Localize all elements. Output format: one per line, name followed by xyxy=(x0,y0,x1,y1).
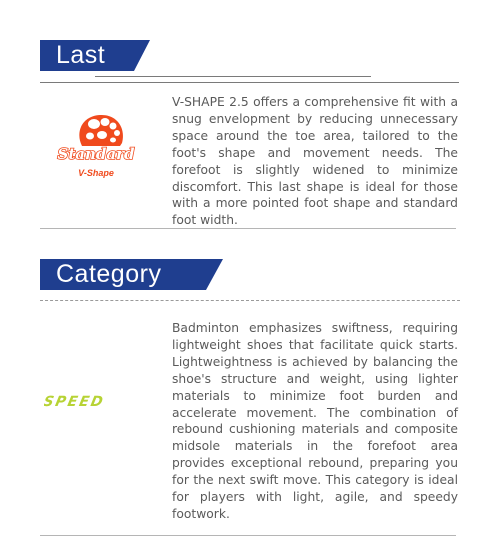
bottom-divider xyxy=(40,535,456,536)
speed-logo xyxy=(44,390,140,412)
heading-label: Category xyxy=(56,260,162,288)
heading-underline-short xyxy=(95,76,371,77)
speed-icon xyxy=(44,390,140,412)
standard-v-shape-logo xyxy=(42,110,150,182)
logo-subtitle: V-Shape xyxy=(78,168,114,178)
last-description: V-SHAPE 2.5 offers a comprehensive fit with a snug envelopment by reducing unnecessary space around the toe area, tailored to the foot's shape and movement needs. The forefoot is slightly widened to minimize discomfort. This last shape is ideal for those with a more pointed foot shape and standard foot width. xyxy=(172,95,458,228)
foot-shape-icon xyxy=(42,110,150,182)
heading-label: Last xyxy=(56,41,106,69)
logo-word: Standard xyxy=(57,145,135,163)
heading-dashed-rule xyxy=(40,300,460,301)
section-divider xyxy=(40,228,456,229)
heading-underline-long xyxy=(40,82,459,83)
logo-word: SPEED xyxy=(44,394,107,410)
category-description: Badminton emphasizes swiftness, requiring lightweight shoes that facilitate quick starts. Lightweightness is achieved by balancing the shoe's structure and weight, using lighter materials to minimize foot burden and accelerate movement. The combination of rebound cushioning materials and composite midsole materials in the forefoot area provides exceptional rebound, preparing you for the next swift move. This category is ideal for players with light, agile, and speedy footwork. xyxy=(172,321,458,521)
